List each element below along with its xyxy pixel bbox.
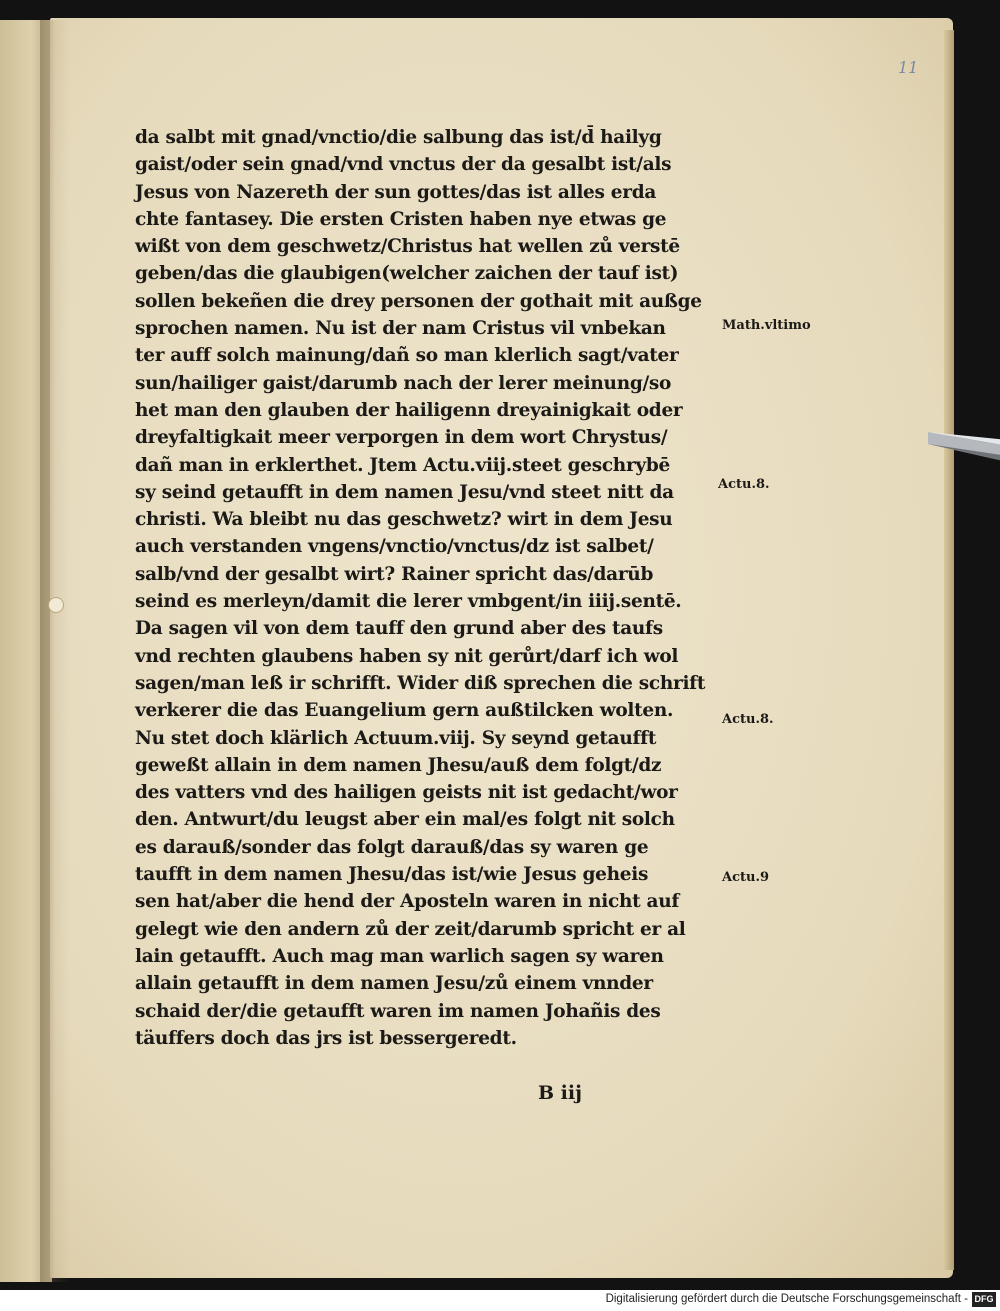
- text-line: dañ man in erklerthet. Jtem Actu.viij.steet geschrybē: [135, 454, 670, 476]
- text-line: des vatters vnd des hailigen geists nit ist gedacht/wor: [135, 782, 678, 804]
- text-line: da salbt mit gnad/vnctio/die salbung das ist/d̄ hailyg: [135, 127, 662, 148]
- text-line: sprochen namen. Nu ist der nam Cristus vil vnbekan: [135, 318, 666, 340]
- text-line: sollen bekeñen die drey personen der gothait mit außge: [135, 290, 702, 312]
- text-line: allain getaufft in dem namen Jesu/zů einem vnnder: [135, 973, 653, 995]
- text-line: gelegt wie den andern zů der zeit/darumb spricht er al: [135, 918, 686, 940]
- text-line: verkerer die das Euangelium gern außtilcken wolten.: [135, 700, 674, 722]
- binding-hole: [48, 597, 64, 613]
- marginal-note: Actu.8.: [718, 477, 770, 492]
- text-line: ter auff solch mainung/dañ so man klerlich sagt/vater: [135, 345, 679, 367]
- folio-number: 11: [898, 58, 919, 77]
- footer-bar: [0, 1290, 1000, 1311]
- text-line: seind es merleyn/damit die lerer vmbgent/in iiij.sentē.: [135, 591, 682, 613]
- text-line: christi. Wa bleibt nu das geschwetz? wirt in dem Jesu: [135, 509, 673, 531]
- text-line: schaid der/die getaufft waren im namen Johañis des: [135, 1000, 661, 1022]
- page-fore-edge: [944, 30, 954, 1270]
- text-line: auch verstanden vngens/vnctio/vnctus/dz ist salbet/: [135, 536, 654, 558]
- text-line: täuffers doch das jrs ist bessergeredt.: [135, 1027, 517, 1049]
- text-line: Jesus von Nazereth der sun gottes/das ist alles erda: [135, 181, 657, 203]
- text-line: es darauß/sonder das folgt darauß/das sy waren ge: [135, 836, 649, 858]
- text-line: dreyfaltigkait meer verporgen in dem wort Chrystus/: [135, 427, 668, 449]
- marginal-note: Actu.8.: [722, 712, 774, 727]
- page-weight-pointer: [928, 426, 1000, 462]
- text-line: wißt von dem geschwetz/Christus hat wellen zů verstē: [135, 236, 680, 258]
- text-line: sagen/man leß ir schrifft. Wider diß sprechen die schrift: [135, 672, 706, 694]
- text-line: taufft in dem namen Jhesu/das ist/wie Jesus geheis: [135, 864, 649, 886]
- dfg-logo: DFG: [972, 1292, 996, 1307]
- text-line: lain getaufft. Auch mag man warlich sagen sy waren: [135, 945, 664, 967]
- text-line: sen hat/aber die hend der Aposteln waren in nicht auf: [135, 891, 680, 913]
- signature-mark: B iij: [538, 1082, 582, 1104]
- text-line: geweßt allain in dem namen Jhesu/auß dem folgt/dz: [135, 754, 662, 776]
- text-line: Nu stet doch klärlich Actuum.viij. Sy seynd getaufft: [135, 727, 657, 749]
- text-line: salb/vnd der gesalbt wirt? Rainer spricht das/darūb: [135, 563, 654, 585]
- funding-notice: Digitalisierung gefördert durch die Deutsche Forschungsgemeinschaft -: [605, 1293, 968, 1305]
- text-line: chte fantasey. Die ersten Cristen haben nye etwas ge: [135, 208, 667, 230]
- text-line: het man den glauben der hailigenn dreyainigkait oder: [135, 399, 683, 421]
- main-text-block: [135, 124, 715, 1052]
- text-line: geben/das die glaubigen(welcher zaichen der tauf ist): [135, 263, 679, 285]
- text-line: gaist/oder sein gnad/vnd vnctus der da gesalbt ist/als: [135, 154, 672, 176]
- marginal-note: Actu.9: [722, 870, 770, 885]
- marginal-note: Math.vltimo: [722, 318, 811, 333]
- text-line: sun/hailiger gaist/darumb nach der lerer meinung/so: [135, 372, 672, 394]
- binding-gutter: [40, 20, 70, 1282]
- text-line: Da sagen vil von dem tauff den grund aber des taufs: [135, 618, 663, 640]
- text-line: vnd rechten glaubens haben sy nit gerůrt/darf ich wol: [135, 645, 679, 667]
- text-line: den. Antwurt/du leugst aber ein mal/es folgt nit solch: [135, 809, 675, 831]
- text-line: sy seind getaufft in dem namen Jesu/vnd steet nitt da: [135, 481, 674, 503]
